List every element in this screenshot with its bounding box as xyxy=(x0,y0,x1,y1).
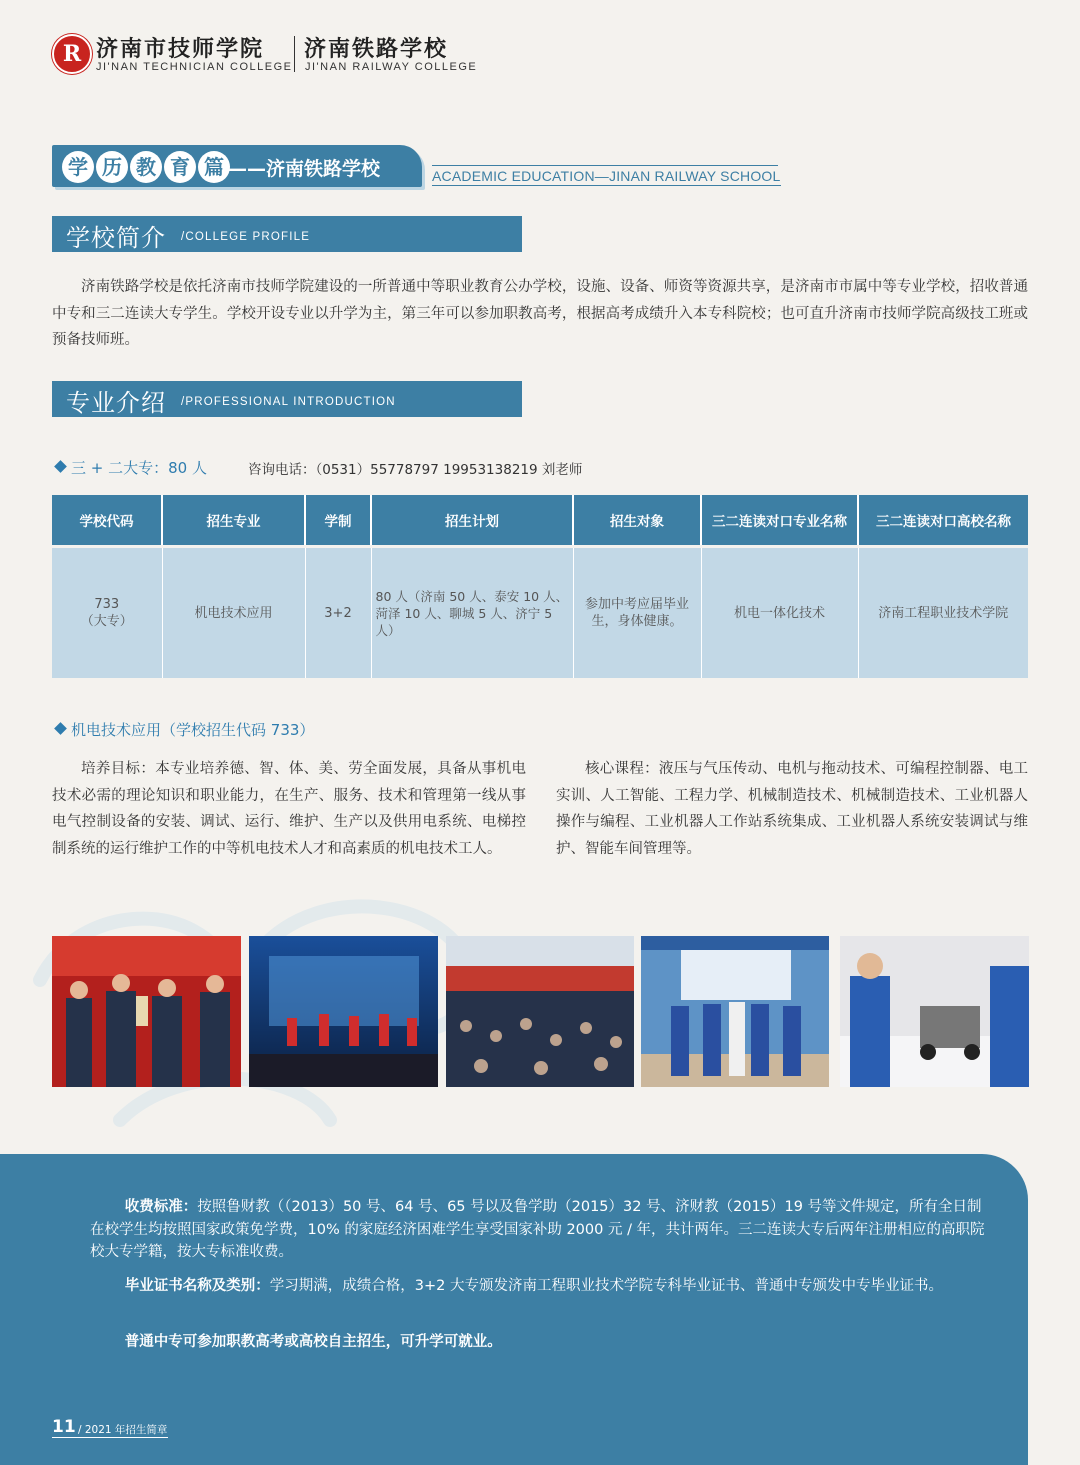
cell-linked-college: 济南工程职业技术学院 xyxy=(858,548,1028,678)
page-number: 11 xyxy=(52,1417,76,1437)
section-title-cn: 学校简介 xyxy=(66,224,166,252)
table-header: 学制 xyxy=(305,495,371,545)
table-header: 招生专业 xyxy=(162,495,305,545)
banner-char: 育 xyxy=(164,151,196,183)
certificate-info: 毕业证书名称及类别：学习期满，成绩合格，3+2 大专颁发济南工程职业技术学院专科毕业证书、普通中专颁发中专毕业证书。 xyxy=(124,1278,944,1294)
majors-table xyxy=(52,495,1028,678)
table-header: 三二连读对口专业名称 xyxy=(701,495,858,545)
railway-school-name-en: JI'NAN RAILWAY COLLEGE xyxy=(305,61,478,73)
banner-title xyxy=(62,151,230,183)
section-title-cn: 专业介绍 xyxy=(66,389,166,417)
banner-rule xyxy=(432,165,778,166)
section-header-profile xyxy=(52,216,522,252)
diamond-icon xyxy=(54,460,67,473)
diamond-icon xyxy=(54,722,67,735)
profile-text: 济南铁路学校是依托济南市技师学院建设的一所普通中等职业教育公办学校，设施、设备、师资等资源共享，是济南市市属中等专业学校，招收普通中专和三二连读大专学生。学校开设专业以升学为主，第三年可以参加职教高考，根据高考成绩升入本专科院校；也可直升济南市技师学院高级技工班或预备技师班。 xyxy=(52,279,1028,348)
photo-stage-performance xyxy=(249,936,438,1087)
banner-char: 教 xyxy=(130,151,162,183)
banner-char: 篇 xyxy=(198,151,230,183)
header-divider xyxy=(294,36,295,72)
photo-competition-team xyxy=(641,936,829,1087)
footer-rule xyxy=(52,1437,168,1438)
photo-crowd-ceremony xyxy=(446,936,634,1087)
table-header: 三二连读对口高校名称 xyxy=(858,495,1028,545)
admission-note: 普通中专可参加职教高考或高校自主招生，可升学可就业。 xyxy=(124,1334,502,1350)
banner-char: 学 xyxy=(62,151,94,183)
contact-info: 咨询电话：（0531）55778797 19953138219 刘老师 xyxy=(248,462,583,478)
photo-robot-lab xyxy=(840,936,1029,1087)
photo-award-students xyxy=(52,936,241,1087)
major-detail-title: 机电技术应用（学校招生代码 733） xyxy=(56,719,314,740)
page-label: / 2021 年招生简章 xyxy=(78,1424,168,1436)
core-courses-text: 核心课程：液压与气压传动、电机与拖动技术、可编程控制器、电工实训、人工智能、工程力学、机械制造技术、机械制造技术、工业机器人操作与编程、工业机器人工作站系统集成、工业机器人系统安装调试与维护、智能车间管理等。 xyxy=(556,761,1028,857)
banner-english: ACADEMIC EDUCATION—JINAN RAILWAY SCHOOL xyxy=(432,168,781,184)
table-header: 招生计划 xyxy=(371,495,573,545)
school-name-en: JI'NAN TECHNICIAN COLLEGE xyxy=(96,61,293,73)
school-name-cn: 济南市技师学院 xyxy=(96,36,265,62)
program-label: 三 + 二大专：80 人 xyxy=(56,457,207,478)
railway-school-name-cn: 济南铁路学校 xyxy=(304,36,449,62)
section-header-majors xyxy=(52,381,522,417)
banner-subtitle: ——济南铁路学校 xyxy=(228,158,381,180)
training-goal-text: 培养目标：本专业培养德、智、体、美、劳全面发展，具备从事机电技术必需的理论知识和职业能力，在生产、服务、技术和管理第一线从事电气控制设备的安装、调试、运行、维护、生产以及供用电系统、电梯控制系统的运行维护工作的中等机电技术人才和高素质的机电技术工人。 xyxy=(52,761,526,857)
table-row xyxy=(52,548,1028,678)
table-header-row xyxy=(52,495,1028,545)
cell-plan: 80 人（济南 50 人、泰安 10 人、 菏泽 10 人、聊城 5 人、济宁 5 人） xyxy=(371,548,573,678)
cell-major: 机电技术应用 xyxy=(162,548,305,678)
fee-standard: 收费标准：按照鲁财教（（2013）50 号、64 号、65 号以及鲁学助（2015）32 号、济财教（2015）19 号等文件规定，所有全日制在校学生均按照国家政策免学费，10% 的家庭经济困难学生享受国家补助 2000 元 / 年，共计两年。三二连读大专后两年注册相应的高职院校大专学籍，按大专标准收费。 xyxy=(90,1199,985,1260)
cell-duration: 3+2 xyxy=(305,548,371,678)
section-title-en: /COLLEGE PROFILE xyxy=(181,231,311,243)
cell-linked-major: 机电一体化技术 xyxy=(701,548,858,678)
cell-target: 参加中考应届毕业 生，身体健康。 xyxy=(573,548,701,678)
school-logo: R xyxy=(52,34,92,74)
banner-char: 历 xyxy=(96,151,128,183)
cell-code: 733 （大专） xyxy=(52,548,162,678)
section-title-en: /PROFESSIONAL INTRODUCTION xyxy=(181,396,396,408)
table-header: 招生对象 xyxy=(573,495,701,545)
table-header: 学校代码 xyxy=(52,495,162,545)
